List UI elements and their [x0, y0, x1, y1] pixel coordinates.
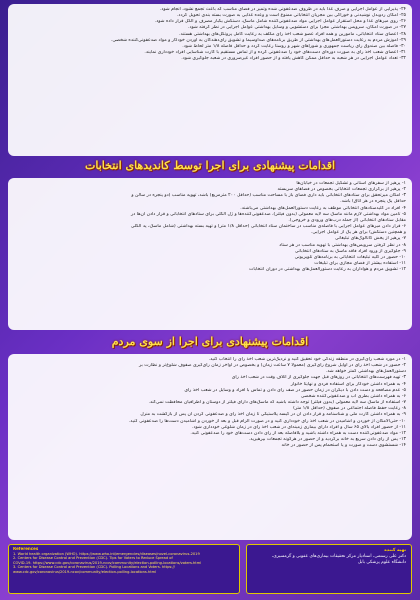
section2-item: ۸- در نظر گرفتن سرویس‌های بهداشتی با تهویه مناسب در هر ستاد	[279, 242, 406, 248]
section3-item: ۱- در مورد شعب رأی‌گیری در منطقه زندگی خود تحقیق کنید و نزدیک‌ترین شعب اخذ رأی را انتخاب کنید.	[208, 357, 406, 362]
section3-item: ۲- حضور در شعب اخذ رأی در اوایل شروع رأی‌گیری (معمولاً ۷ ساعت زمان) و بخصوص در اواخر زمان رأی‌گیری صفوف شلوغ‌تر و نظارت بر	[138, 363, 406, 369]
section2-item: ۱- پرهیز از سفرهای استانی و تشکیل تجمعات در خیابان‌ها	[296, 181, 406, 186]
section3-item: دستورالعمل‌های بهداشتی کمتر خواهد شد.	[325, 369, 406, 375]
section1-item: ۳۰- فاصله بین صندوق رأی ریاست جمهوری و شوراهای شهر و روستا رعایت گردد و حداقل فاصله ۱/۸ متر لحاظ شود.	[182, 43, 406, 49]
section3-heading: اقدامات پیشنهادی برای اجرا از سوی مردم	[111, 335, 309, 348]
poster-footer	[8, 544, 412, 596]
section1-panel	[8, 4, 412, 156]
section3-panel	[8, 354, 412, 540]
section1-item: ۳۲- تعداد عوامل اجرایی در هر شعبه به حداقل ممکن کاهش یافته و از حضور افراد غیرضروری در شعبه جلوگیری شود.	[181, 56, 406, 62]
section2-item: ۱۲- تشویق مردم و هواداران به رعایت دستورالعمل‌های بهداشتی در دوران انتخابات	[249, 267, 406, 273]
section2-heading: اقدامات پیشنهادی برای اجرا توسط کاندیدهای انتخابات	[84, 159, 336, 172]
section3-item: ۱۳- پس از رأی دادن سریع به خانه برگردید و از حضور در هرگونه تجمعات بپرهیزید.	[248, 437, 406, 443]
section3-item: ۱۱- از حضور افراد بالای ۶۵ سال و افراد دارای بیماری زمینه‌ای در شعب اخذ رأی در زمان شلوغی خودداری شود.	[191, 424, 406, 430]
section1-item: ۲۷- در صورت امکان، سرویس بهداشتی مجزا برای دستشویی و وسایل بهداشتی عوامل اجرایی در نظر گرفته شود.	[188, 25, 406, 31]
author-box	[246, 544, 412, 594]
section2-item: ۳- امکان میزتحقق برای ستادهای انتخاباتی باید داری فضای باز با مساحت مناسب (حداقل ۲۰۰ مترمربع) باشد، تهویه مناسب (دو پنجره در سالن و	[131, 193, 406, 199]
section2-item: ۵- تأمین مواد بهداشتی لازم مانند ماسک سه لایه معمولی (بدون فیلتر)، ضدعفونی‌کننده‌ها و ژل الکلی برای ستادهای انتخاباتی و قرار دادن آن‌ها در	[130, 211, 406, 217]
reference-line: 3. Centers for Disease Control and Prevention (CDC). Polling Locations and Voters. https://	[13, 565, 175, 570]
section1-item: ۲۶- روی میزهای غذا و محل استقرار عوامل اجرایی مواد ضدعفونی‌کننده شامل ماسک، دستکش یکبار مصرف و الکل قرار داده شود.	[154, 19, 406, 25]
reference-line: COVID-19. https://www.cdc.gov/coronavirus/2019-ncov/community/election-polling-locations/voters.html	[13, 560, 202, 565]
section1-item: ۲۵- امکان ردوبدل نوشیدنی و خوراکی بین مجریان انتخاباتی ممنوع است و وعده غذایی به صورت بسته بندی تحویل گردد.	[176, 13, 406, 19]
section2-item: ۷- پرهیز از پخش کاتالوگ‌های تبلیغاتی	[334, 236, 406, 242]
section1-item: ۳۱- اعضای شعب اخذ رأی به صورت دوره‌ای دست‌های خود را ضدعفونی کرده و از تماس مستقیم با کارت شناسایی افراد خودداری نمایند.	[144, 50, 406, 56]
section2-item: مقابل ستادهای انتخاباتی (از جمله درب‌های ورودی و خروجی).	[288, 217, 406, 223]
section3-item: ۶- به همراه داشتن بطری آب و ضدعفونی‌کننده شخصی	[300, 393, 406, 399]
section3-item: ۹- به همراه داشتن کارت ملی و شناسنامه و قرار دادن آن در کیسه پلاستیکی تا زمان اخذ رأی و ضدعفونی کردن آن پس از بازگشت به منزل	[140, 412, 406, 418]
section3-item: ۴- به همراه داشتن خودکار برای استفاده فردی و نهایتاً خانوار	[290, 381, 406, 387]
reference-line: www.cdc.gov/coronavirus/2019-ncov/community/election-polling-locations.html	[13, 569, 157, 574]
references-title: References	[13, 547, 39, 551]
author-affiliation: دانشگاه علوم پزشکی بابل	[357, 560, 406, 565]
poster-page	[8, 4, 412, 596]
section3-item: ۱۲- مواد ضدعفونی‌کننده دست به همراه داشته باشید و بلافاصله بعد از رأی دادن دست‌های خود را ضدعفونی کنید.	[190, 430, 406, 436]
section1-item: ۲۹- آموزش مردم به رعایت دستورالعمل‌های بهداشتی از طریق برنامه‌های صداوسیما و تشویق رأی‌دهندگان به آوردن خودکار و مواد ضدعفونی‌کننده شخصی.	[110, 37, 406, 43]
section1-item: ۲۸- اعضای ستاد انتخاباتی، مأمورین و همه افراد عضو شعب اخذ رأی مکلف به رعایت کامل پروتکل‌های بهداشتی هستند.	[179, 31, 406, 37]
section3-item: ۱۴- شستشوی دست و صورت و یا استحمام پس از حضور در خانه	[281, 443, 406, 449]
section3-item: ۱۰- حتی‌الامکان از خوردن و آشامیدن در شعب اخذ رأی خودداری کنید و در صورت الزام قبل و بعد از خوردن و آشامیدن دست‌ها را ضدعفونی کنید.	[128, 418, 406, 424]
section3-item: ۷- استفاده از ماسک سه لایه معمولی (بدون فیلتر) توجه داشته باشید که ماسک‌های دارای فیلتر از دوستان و اطرافیان محافظت نمی‌کند.	[148, 400, 406, 406]
author-name: دکتر علی رستمی، استادیار مرکز تحقیقات بیماری‌های عفونی و گرمسیری،	[271, 554, 406, 559]
section2-item: ۱۰- حضور در کلیه تبلیغات انتخاباتی به برنامه‌های تلویزیونی	[294, 254, 406, 260]
section2-item: ۹- جلوگیری از ورود افراد فاقد ماسک به ستادهای انتخاباتی	[294, 248, 406, 254]
section3-item: ۳- تهیه فهرست‌های انتخاباتی در روزهای قبل جهت جلوگیری از اتلاف وقت در شعب اخذ رأی	[231, 375, 406, 381]
section2-item: ۴- افراد در کلیدستادهای انتخاباتی موظف به رعایت دستورالعمل‌های بهداشتی می‌باشند.	[240, 205, 406, 211]
references-box	[8, 544, 240, 594]
section3-item: ۵- عدم مصافحه و دست دادن با دیگران در زمان حضور در صف رأی دادن و تماس با افراد و وسایل در شعب اخذ رأی	[184, 387, 406, 393]
reference-line: 1. World health organization (WHO). https://www.who.int/emergencies/diseases/novel-coronavirus-2019	[13, 551, 200, 556]
section1-item: ۲۴- پذیرایی از عوامل اجرایی و صرف غذا باید در ظروف ضدعفونی شده وتمیز در فضای مناسب که باعث تجمع نشود، انجام شود.	[159, 7, 406, 12]
section2-item: حداقل یک پنجره در هر اتاق) باشد.	[340, 199, 406, 205]
section2-panel	[8, 178, 412, 330]
section2-item: ۶- قرار دادن میزهای عوامل اجرایی با فاصله‌ی مناسب در ساختمان ستاد انتخاباتی (حداقل ۱/۸ متر) و تهیه بسته بهداشتی (شامل ماسک، پد الکلی	[130, 224, 406, 230]
reference-line: 2. Centers for Disease Control and Prevention (CDC). Tips for Voters to Reduce Spread of	[13, 556, 173, 561]
section2-item: و همچنین دستکش) برای هر یک از عوامل اجرایی.	[310, 230, 406, 236]
section2-item: ۱۱- استفاده بیشتر از فضای مجازی برای تبلیغات	[314, 261, 406, 267]
section2-item: ۲- پرهیز از برگزاری تجمعات انتخاباتی بخصوص در فضاهای سربسته	[277, 187, 406, 193]
author-label: تهیه کننده	[384, 548, 406, 553]
section3-item: ۸- رعایت حفظ فاصله اجتماعی در صفوف (حداقل ۱/۸ متر)	[293, 406, 406, 412]
